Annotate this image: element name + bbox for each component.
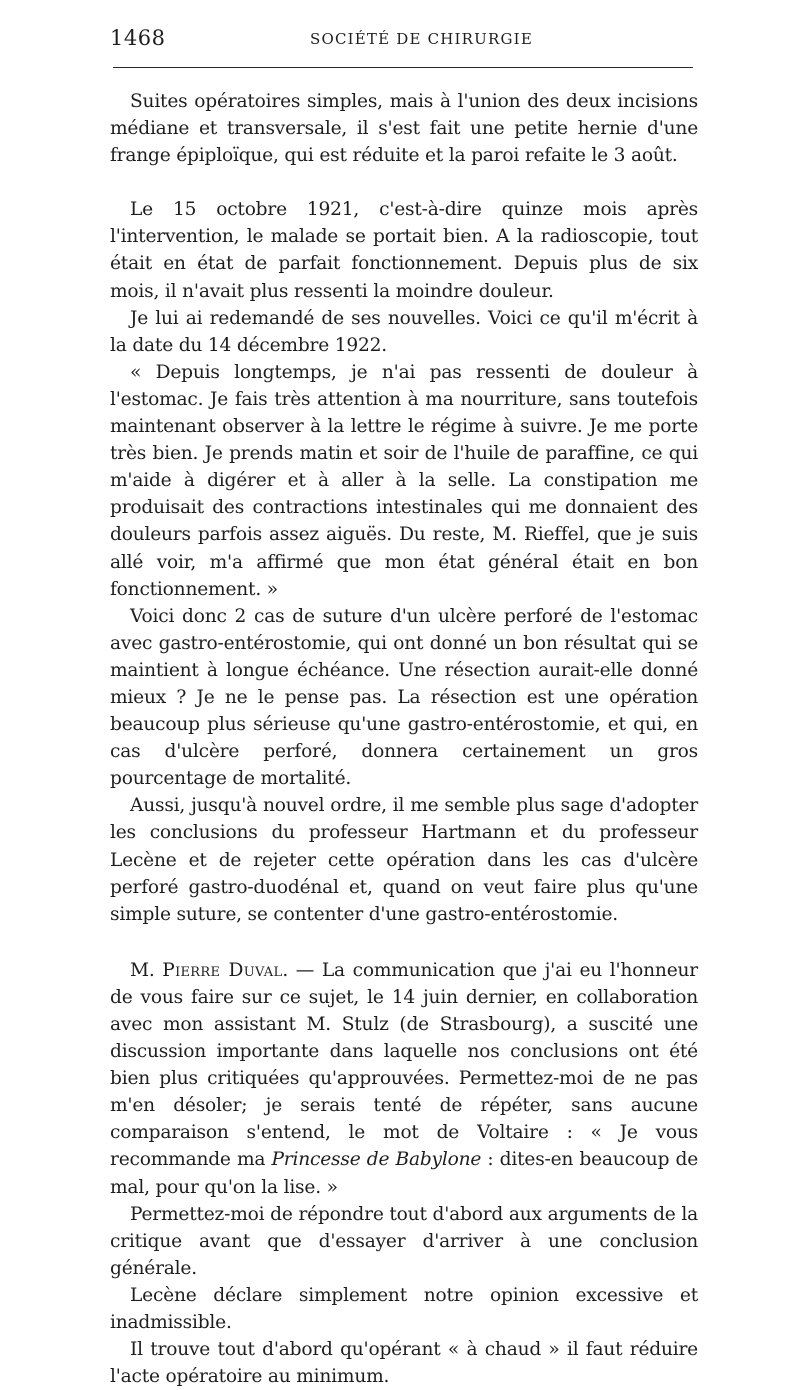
header-rule xyxy=(113,67,693,68)
body-text xyxy=(110,88,698,1390)
speaker-name: Pierre Duval xyxy=(162,959,283,981)
paragraph-lecene-opinion: Lecène déclare simplement notre opinion excessive et inadmissible. xyxy=(110,1284,698,1334)
page-number: 1468 xyxy=(110,26,166,50)
paragraph-reply-critique: Permettez-moi de répondre tout d'abord aux arguments de la critique avant que d'essayer d'arriver à une conclusion générale. xyxy=(110,1203,698,1279)
duval-text-part-2: : dites-en beaucoup de mal, pour qu'on la lise. » xyxy=(110,1149,698,1198)
paragraph-patient-letter: « Depuis longtemps, je n'ai pas ressenti de douleur à l'estomac. Je fais très attention à ma nourriture, sans toutefois maintenant observer à la lettre le régime à suivre. Je me porte très bien. Je prends matin et soir de l'huile de paraffine, ce qui m'aide à digérer et à aller à la selle. La constipation me produisait des contractions intestinales qui me donnaient des douleurs parfois assez aiguës. Du reste, M. Rieffel, que je suis allé voir, m'a affirmé que mon état général était en bon fonctionnement. » xyxy=(110,361,698,600)
duval-text-part-1: . — La communication que j'ai eu l'honneur de vous faire sur ce sujet, le 14 juin dernier, en collaboration avec mon assistant M. Stulz (de Strasbourg), a suscité une discussion importante dans laquelle nos conclusions ont été bien plus critiquées qu'approuvées. Permettez-moi de ne pas m'en désoler; je serais tenté de répéter, sans aucune comparaison s'entend, le mot de Voltaire : « Je vous recommande ma xyxy=(110,959,698,1171)
paragraph-news-request: Je lui ai redemandé de ses nouvelles. Voici ce qu'il m'écrit à la date du 14 décembre 1922. xyxy=(110,307,698,356)
speaker-prefix: M. xyxy=(130,959,163,981)
paragraph-pierre-duval xyxy=(110,957,698,1201)
paragraph-follow-up-1921: Le 15 octobre 1921, c'est-à-dire quinze mois après l'intervention, le malade se portait bien. A la radioscopie, tout était en état de parfait fonctionnement. Depuis plus de six mois, il n'avait plus ressenti la moindre douleur. xyxy=(110,199,698,302)
running-head: SOCIÉTÉ DE CHIRURGIE xyxy=(310,30,533,48)
paragraph-conclusion: Aussi, jusqu'à nouvel ordre, il me semble plus sage d'adopter les conclusions du professeur Hartmann et du professeur Lecène et de rejeter cette opération dans les cas d'ulcère perforé gastro-duodénal et, quand on veut faire plus qu'une simple suture, se contenter d'une gastro-entérostomie. xyxy=(110,795,698,925)
paragraph-postop-course: Suites opératoires simples, mais à l'union des deux incisions médiane et transversale, il s'est fait une petite hernie d'une frange épiploïque, qui est réduite et la paroi refaite le 3 août. xyxy=(110,91,698,167)
page-header xyxy=(110,26,696,52)
paragraph-two-cases: Voici donc 2 cas de suture d'un ulcère perforé de l'estomac avec gastro-entérostomie, qui ont donné un bon résultat qui se maintient à longue échéance. Une résection aurait-elle donné mieux ? Je ne le pense pas. La résection est une opération beaucoup plus sérieuse qu'une gastro-entérostomie, et qui, en cas d'ulcère perforé, donnera certainement un gros pourcentage de mortalité. xyxy=(110,605,698,790)
book-title: Princesse de Babylone xyxy=(271,1149,482,1171)
paragraph-operate-hot: Il trouve tout d'abord qu'opérant « à chaud » il faut réduire l'acte opératoire au minimum. xyxy=(110,1339,698,1388)
